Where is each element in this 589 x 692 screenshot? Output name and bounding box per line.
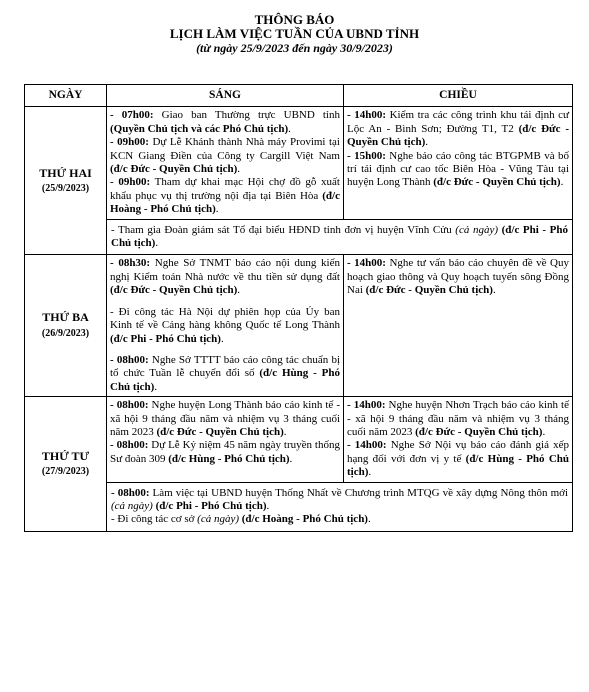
document-header (0, 0, 589, 55)
table-row (25, 219, 573, 255)
schedule-item (347, 399, 569, 439)
schedule-title: LỊCH LÀM VIỆC TUẦN CỦA UBND TỈNH (169, 26, 420, 41)
item-assignee: (đ/c Đức - Quyền Chủ tịch) (347, 122, 570, 149)
schedule-item (347, 150, 569, 190)
item-time: - 08h30: (110, 257, 151, 270)
item-assignee: (đ/c Hùng - Phó Chủ tịch) (110, 367, 340, 393)
item-assignee: (Quyền Chủ tịch và các Phó Chủ tịch) (110, 122, 289, 135)
schedule-item (110, 136, 340, 176)
full-day-cell (107, 219, 573, 255)
item-end: . (266, 499, 270, 512)
item-time: - 15h00: (347, 149, 386, 162)
item-end: . (289, 452, 293, 465)
item-note: (cả ngày) (455, 223, 498, 236)
item-assignee: (đ/c Phi - Phó Chủ tịch) (110, 332, 221, 345)
afternoon-cell (344, 107, 573, 219)
item-end: . (220, 332, 224, 345)
item-end: . (368, 466, 372, 479)
item-text: Kiểm tra các công trình khu tái định cư Lộc An - Bình Sơn; Đường T1, T2 (347, 109, 569, 135)
item-end: . (215, 203, 219, 216)
item-end: . (367, 513, 371, 526)
day-name: THỨ BA (42, 310, 89, 325)
item-time: - 08h00: (110, 399, 149, 412)
item-text: Làm việc tại UBND huyện Thống Nhất về Chương trình MTQG về xây dựng Nông thôn mới (149, 486, 568, 499)
schedule-item (347, 439, 569, 479)
schedule-item (110, 109, 340, 136)
item-assignee: (đ/c Hoàng - Phó Chủ tịch) (241, 513, 368, 526)
item-text: Nghe tư vấn báo cáo chuyên đề về Quy hoạch giao thông và Quy hoạch tuyến sông Đồng Nai (347, 257, 569, 297)
item-text: Dự Lễ Khánh thành Nhà máy Provimi tại KCN Giang Điền của Công ty Cargill Việt Nam (110, 136, 340, 162)
item-end: . (542, 425, 546, 438)
item-time: - 09h00: (110, 176, 151, 189)
day-name: THỨ TƯ (41, 448, 90, 463)
item-end: . (288, 122, 291, 135)
item-end: . (154, 380, 158, 393)
column-header-day: NGÀY (25, 85, 107, 107)
item-note: (cả ngày) (197, 513, 240, 526)
item-text: Giao ban Thường trực UBND tỉnh (153, 109, 340, 122)
table-row (25, 107, 573, 219)
item-end: . (492, 284, 496, 297)
schedule-item (111, 224, 568, 251)
item-time: - 07h00: (110, 109, 154, 122)
item-time: - 08h00: (110, 353, 149, 366)
afternoon-cell (344, 255, 573, 397)
item-end: . (237, 284, 241, 297)
item-assignee: (đ/c Đức - Quyền Chủ tịch) (365, 284, 493, 297)
schedule-item (111, 513, 568, 526)
item-text: Dự Lễ Kỷ niệm 45 năm ngày truyền thống Sư đoàn 309 (110, 439, 340, 465)
table-row (25, 255, 573, 397)
schedule-item (110, 354, 340, 394)
item-text: - Tham gia Đoàn giám sát Tổ đại biểu HĐND tỉnh đơn vị huyện Vĩnh Cửu (111, 223, 456, 236)
item-text: Nghe Sở TNMT báo cáo nội dung kiến nghị Kiểm toán Nhà nước về thu tiền sử dụng đất (110, 257, 340, 283)
schedule-item (110, 257, 340, 297)
day-cell (25, 397, 107, 532)
table-header-row (25, 85, 573, 107)
item-time: - 14h00: (347, 399, 386, 412)
morning-cell (107, 107, 344, 219)
item-time: - 14h00: (347, 257, 386, 270)
item-time: - 08h00: (110, 439, 149, 452)
day-cell (25, 255, 107, 397)
item-assignee: (đ/c Hùng - Phó Chủ tịch) (168, 452, 290, 465)
item-assignee: (đ/c Phi - Phó Chủ tịch) (111, 223, 569, 250)
item-assignee: (đ/c Đức - Quyền Chủ tịch) (433, 176, 561, 189)
item-end: . (237, 163, 241, 176)
schedule-item (110, 439, 340, 466)
item-text: Nghe huyện Nhơn Trạch báo cáo kinh tế - xã hội 9 tháng đầu năm và nhiệm vụ 3 tháng cuối năm 2023 (347, 399, 569, 438)
item-text: - Đi công tác cơ sở (111, 513, 198, 526)
item-text: Nghe Sở Nội vụ báo cáo đánh giá xếp hạng đối với đơn vị y tế (347, 439, 569, 465)
schedule-item (110, 399, 340, 439)
day-date: (27/9/2023) (41, 465, 90, 477)
full-day-cell (107, 482, 573, 531)
schedule-item (347, 257, 569, 297)
column-header-morning: SÁNG (107, 85, 344, 107)
item-text: Nghe Sở TTTT báo cáo công tác chuẩn bị tổ chức Tuần lễ chuyển đổi số (110, 353, 340, 380)
table-row (25, 482, 573, 531)
day-date: (26/9/2023) (41, 327, 90, 339)
schedule-table (24, 84, 573, 532)
item-assignee: (đ/c Đức - Quyền Chủ tịch) (156, 425, 284, 438)
item-end: . (283, 425, 287, 438)
table-row (25, 397, 573, 482)
afternoon-cell (344, 397, 573, 482)
morning-cell (107, 255, 344, 397)
day-cell (25, 107, 107, 255)
notice-title: THÔNG BÁO (254, 12, 335, 27)
item-assignee: (đ/c Phi - Phó Chủ tịch) (155, 499, 267, 512)
column-header-afternoon: CHIỀU (344, 85, 573, 107)
date-range: (từ ngày 25/9/2023 đến ngày 30/9/2023) (196, 41, 393, 55)
item-text: Nghe huyện Long Thành báo cáo kinh tế - xã hội 9 tháng đầu năm và nhiệm vụ 3 tháng cuối năm 2023 (110, 399, 341, 438)
item-time: - 09h00: (110, 136, 149, 149)
item-end: . (155, 237, 159, 250)
schedule-item (111, 487, 568, 514)
day-name: THỨ HAI (39, 165, 92, 180)
item-text: - Đi công tác Hà Nội dự phiên họp của Ủy ban Kinh tế về Cảng hàng không Quốc tế Long Thành (110, 305, 340, 332)
item-text: Nghe báo cáo công tác BTGPMB và bố trí tái định cư cao tốc Biên Hòa - Vũng Tàu tại huyện Long Thành (347, 149, 570, 189)
schedule-item (347, 109, 569, 149)
item-assignee: (đ/c Hùng - Phó Chủ tịch) (347, 452, 569, 479)
morning-cell (107, 397, 344, 482)
item-text: Tham dự khai mạc Hội chợ đồ gỗ xuất khẩu phục vụ thị trường nội địa tại Biên Hòa (110, 176, 340, 202)
item-end: . (560, 176, 564, 189)
schedule-item (110, 176, 340, 216)
item-time: - 14h00: (347, 439, 387, 452)
item-end: . (425, 136, 428, 149)
item-time: - 14h00: (347, 109, 387, 122)
item-assignee: (đ/c Đức - Quyền Chủ tịch) (415, 425, 543, 438)
item-assignee: (đ/c Đức - Quyền Chủ tịch) (110, 284, 238, 297)
schedule-item (110, 306, 340, 346)
day-date: (25/9/2023) (41, 182, 90, 194)
item-assignee: (đ/c Đức - Quyền Chủ tịch) (110, 163, 238, 176)
item-assignee: (đ/c Hoàng - Phó Chủ tịch) (110, 189, 340, 216)
item-note: (cả ngày) (111, 499, 153, 512)
item-time: - 08h00: (111, 486, 150, 499)
